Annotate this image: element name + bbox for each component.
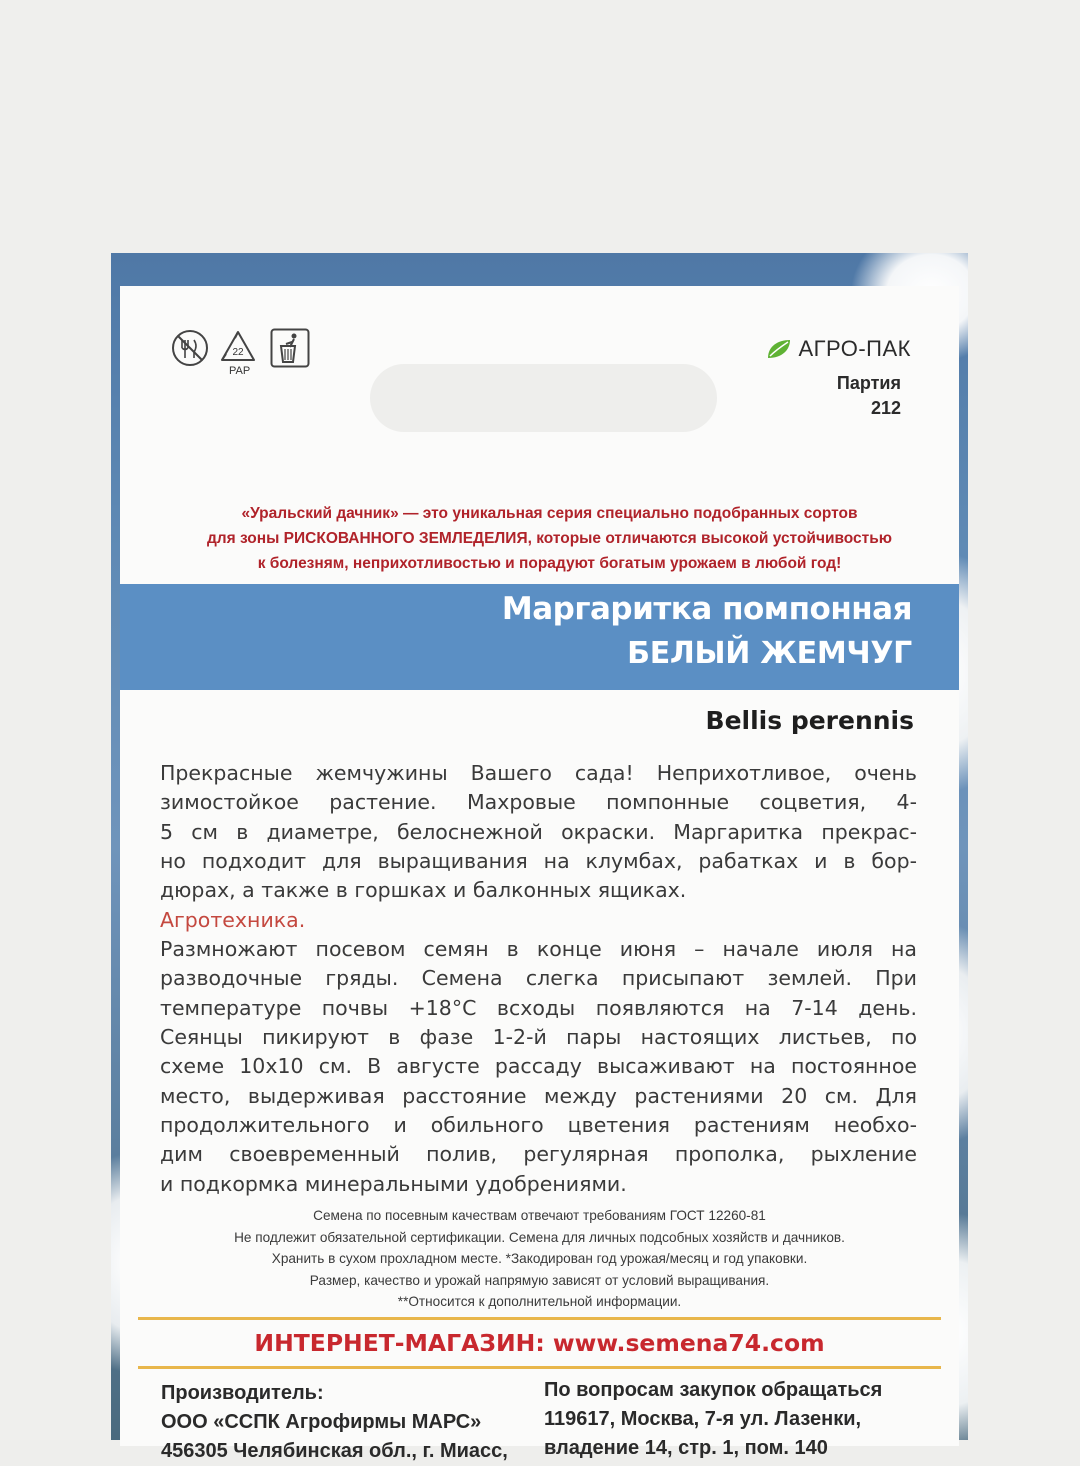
svg-text:22: 22 (232, 347, 244, 358)
series-line: для зоны РИСКОВАННОГО ЗЕМЛЕДЕЛИЯ, которые отличаются высокой устойчивостью (206, 530, 893, 547)
agro-line: место, выдерживая расстояние между растениями 20 см. Для (160, 1084, 917, 1108)
fine-print-line: Семена по посевным качествам отвечают требованиям ГОСТ 12260-81 (313, 1208, 766, 1223)
seed-packet-back (111, 253, 968, 1462)
purchasing-label: По вопросам закупок обращаться (544, 1379, 883, 1401)
online-shop-banner: ИНТЕРНЕТ-МАГАЗИН: www.semena74.com (138, 1317, 941, 1369)
brand-logo (766, 336, 911, 362)
description-line: но подходит для выращивания на клумбах, рабатках и в бор- (160, 849, 917, 873)
fine-print-line: **Относится к дополнительной информации. (397, 1294, 682, 1309)
description-line: зимостойкое растение. Махровые помпонные соцветия, 4- (160, 790, 917, 814)
manufacturer-name: ООО «ССПК Агрофирмы МАРС» (161, 1411, 482, 1433)
purchasing-address-line: владение 14, стр. 1, пом. 140 (544, 1437, 828, 1459)
product-title: Маргаритка помпонная (501, 591, 912, 627)
batch-number: 212 (870, 398, 901, 418)
recycle-material-label: PAP (229, 365, 251, 377)
agro-line: температуре почвы +18°С всходы появляются на 7-14 день. (160, 996, 917, 1020)
trash-bin-icon (270, 328, 310, 368)
brand-name: АГРО-ПАК (798, 336, 911, 361)
batch-label: Партия (836, 373, 901, 393)
description-line: дюрах, а также в горшках и балконных ящиках. (160, 878, 687, 902)
product-variety: БЕЛЫЙ ЖЕМЧУГ (627, 636, 912, 671)
agro-line: схеме 10х10 см. В августе рассаду высаживают на постоянное (160, 1054, 917, 1078)
manufacturer-address: 456305 Челябинская обл., г. Миасс, (161, 1440, 508, 1462)
series-description (130, 501, 969, 576)
description-line: Прекрасные жемчужины Вашего сада! Неприхотливое, очень (160, 761, 917, 785)
agro-line: и подкормка минеральными удобрениями. (160, 1172, 627, 1196)
agro-line: продолжительного и обильного цветения растениям необхо- (160, 1113, 917, 1137)
agro-line: Сеянцы пикируют в фазе 1-2-й пары настоящих листьев, по (160, 1025, 917, 1049)
latin-name: Bellis perennis (705, 706, 914, 735)
fine-print-line: Хранить в сухом прохладном месте. *Закодирован год урожая/месяц и год упаковки. (271, 1251, 808, 1266)
hang-slot (370, 364, 717, 432)
agro-line: разводочные гряды. Семена слегка присыпают землей. При (160, 966, 917, 990)
manufacturer-label: Производитель: (161, 1382, 324, 1404)
fine-print-line: Не подлежит обязательной сертификации. Семена для личных подсобных хозяйств и дачников. (234, 1230, 845, 1245)
series-line: «Уральский дачник» — это уникальная серия специально подобранных сортов (241, 505, 858, 522)
agro-heading: Агротехника. (160, 908, 306, 932)
fine-print-line: Размер, качество и урожай напрямую зависят от условий выращивания. (309, 1273, 770, 1288)
series-line: к болезням, неприхотливостью и порадуют богатым урожаем в любой год! (257, 555, 842, 572)
recycle-icon (218, 328, 258, 368)
label-panel (120, 286, 959, 1462)
description-line: 5 см в диаметре, белоснежной окраски. Маргаритка прекрас- (160, 820, 917, 844)
agro-line: дим своевременный полив, регулярная прополка, рыхление (160, 1142, 917, 1166)
purchasing-address-line: 119617, Москва, 7-я ул. Лазенки, (544, 1408, 862, 1430)
agro-line: Размножают посевом семян в конце июня – начале июля на (160, 937, 917, 961)
batch-info (837, 371, 901, 421)
leaf-icon (766, 338, 792, 360)
no-food-contact-icon (170, 328, 210, 368)
